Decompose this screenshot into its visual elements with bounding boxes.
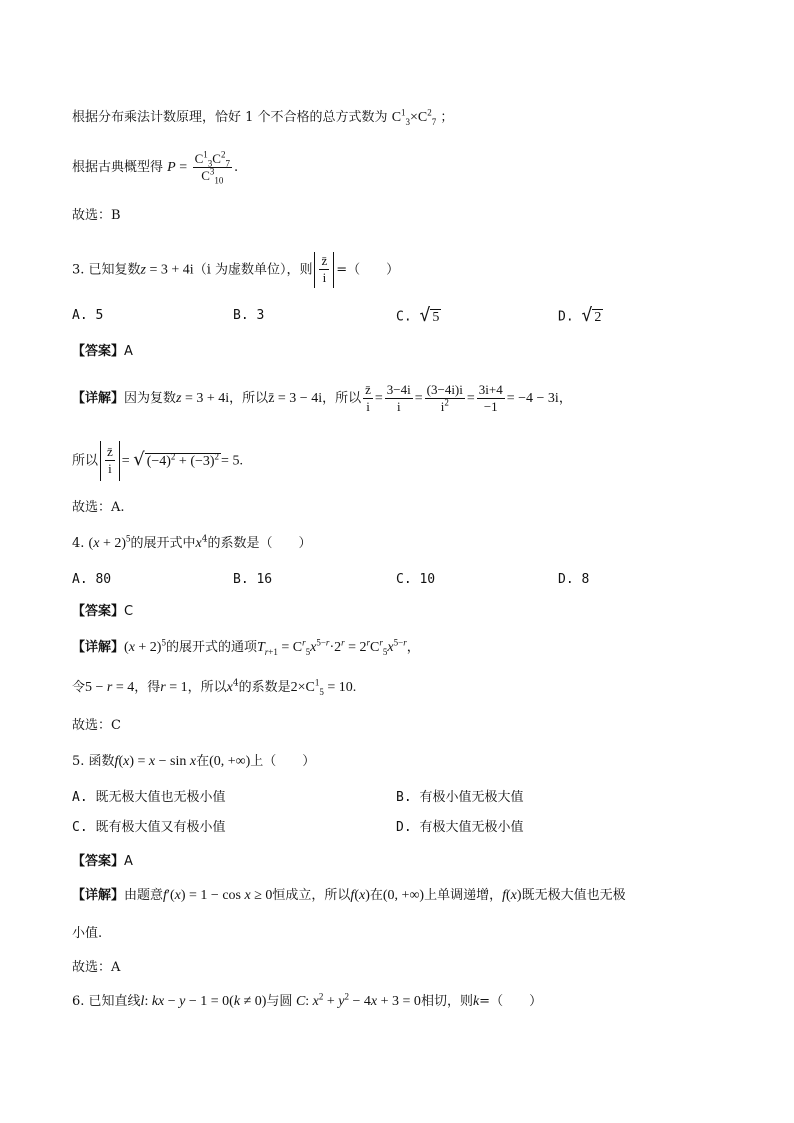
q4-option-b: B. 16 — [233, 572, 273, 587]
q5-option-c: C. 既有极大值又有极小值 — [72, 820, 226, 835]
q3-option-a: A. 5 — [72, 308, 104, 323]
q5-answer: 【答案】A — [72, 854, 133, 869]
text-line-2: 根据古典概型得 P = $\frac{C^1_3C^2_7}{C^3_{10}}$ . — [72, 149, 239, 186]
text: 根据古典概型得 — [72, 160, 164, 175]
q3-option-c: C. √ 5 — [396, 305, 440, 326]
q4-select: 故选：C — [72, 718, 121, 733]
q4-option-a: A. 80 — [72, 572, 112, 587]
question-5: 5. 函数f(x) = x − sin x在(0, +∞)上（ ） — [72, 754, 316, 769]
question-4: 4. $(x + 2)^5$的展开式中$x^4$的系数是（ ） — [72, 533, 312, 551]
q5-option-a: A. 既无极大值也无极小值 — [72, 790, 226, 805]
q3-detail: 【详解】因为复数z = 3 + 4i，所以z̄ = 3 − 4i，所以 $\frac{z̄}{i}$ = $\frac{3-4i}{i}$ = $\frac{(3-4i)i}{i^2}$ = $\frac{3i+4}{-1}$ = −4 − 3i， — [72, 382, 572, 414]
q5-select: 故选：A — [72, 960, 121, 975]
q4-detail: 【详解】$(x + 2)^5$的展开式的通项$T_{r+1} = C^r_5x^{5-r}\cdot 2^r = 2^rC^r_5x^{5-r}$， — [72, 637, 420, 657]
q5-detail-line-2: 小值. — [72, 926, 103, 941]
q3-option-d: D. √ 2 — [558, 305, 602, 326]
question-3: 3. 已知复数z = 3 + 4i（i 为虚数单位），则 $\frac{z̄}{i}$ =（ ） — [72, 252, 754, 289]
q5-detail: 【详解】由题意f′(x) = 1 − cos x ≥ 0恒成立，所以f(x)在(0, +∞)上单调递增，f(x)既无极大值也无极 — [72, 888, 626, 903]
q4-answer: 【答案】C — [72, 604, 134, 619]
text-line-3: 故选：B — [72, 208, 121, 223]
q3-answer: 【答案】A — [72, 344, 133, 359]
q3-detail-line-2: 所以 $\frac{z̄}{i}$ = √ $(-4)^2 + (-3)^2 = 5$. — [72, 440, 754, 482]
q4-detail-line-2: 令5 − r = 4，得r = 1，所以$x^4$的系数是$2\times C^1_5 = 10$. — [72, 677, 357, 697]
question-6: 6. 已知直线l: kx − y − 1 = 0(k ≠ 0)与圆 C: $x^2 + y^2 - 4x + 3 = 0$相切，则k=（ ） — [72, 991, 543, 1009]
q5-option-d: D. 有极大值无极小值 — [396, 820, 524, 835]
text: 根据分布乘法计数原理，恰好 1 个不合格的总方式数为 — [72, 110, 388, 125]
q4-option-d: D. 8 — [558, 572, 590, 587]
q5-option-b: B. 有极小值无极大值 — [396, 790, 524, 805]
q3-option-b: B. 3 — [233, 308, 265, 323]
q4-option-c: C. 10 — [396, 572, 436, 587]
text: ； — [440, 110, 454, 125]
text-line-1: 根据分布乘法计数原理，恰好 1 个不合格的总方式数为 $C^1_3\times C^2_7$ ； — [72, 107, 454, 127]
q3-select: 故选：A. — [72, 500, 125, 515]
